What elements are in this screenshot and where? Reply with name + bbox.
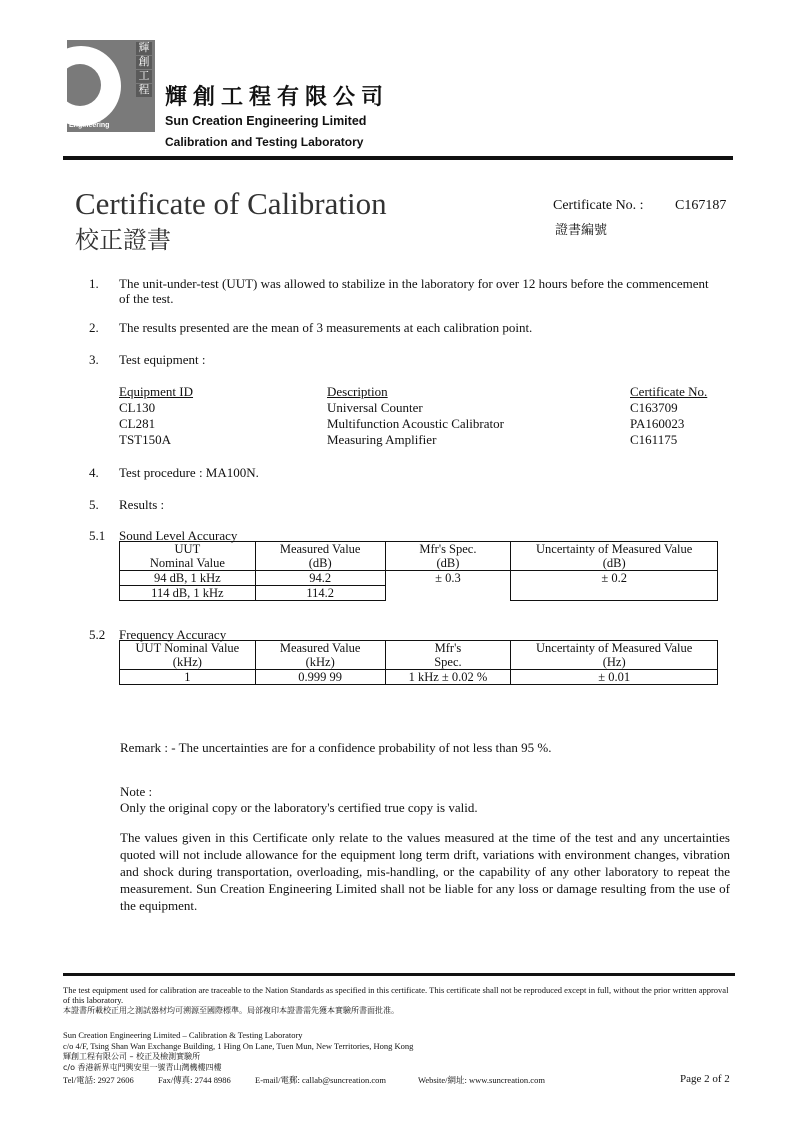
- equipment-cert: C161175: [630, 432, 678, 447]
- section-title: Sound Level Accuracy: [119, 528, 238, 543]
- frequency-table: [119, 640, 718, 685]
- equipment-id: CL130: [119, 400, 156, 415]
- sound-level-table: [119, 541, 718, 601]
- item-number: 5.: [89, 497, 99, 512]
- company-name-cjk: 輝創工程有限公司: [165, 85, 390, 110]
- equipment-cert: PA160023: [630, 416, 685, 431]
- table-header-row: [120, 542, 718, 571]
- header-line: Spec.: [434, 655, 462, 669]
- header-cell: [511, 542, 718, 571]
- table-cell: 1 kHz ± 0.02 %: [385, 670, 511, 685]
- item-number: 1.: [89, 276, 99, 291]
- certificate-title: Certificate of Calibration: [75, 186, 387, 221]
- footer-address-cjk: c/o 香港新界屯門興安里一號青山灣機樓四樓: [63, 1063, 222, 1072]
- certificate-title-cjk: 校正證書: [75, 226, 171, 254]
- header-cell: [120, 641, 256, 670]
- equipment-description: Measuring Amplifier: [327, 432, 437, 447]
- header-cell: [385, 542, 511, 571]
- footer-address: c/o 4/F, Tsing Shan Wan Exchange Building, 1 Hing On Lane, Tuen Mun, New Territories, Hong Kong: [63, 1041, 414, 1051]
- header-divider: [63, 156, 733, 160]
- equipment-header-cert: Certificate No.: [630, 384, 708, 399]
- header-line: UUT: [174, 542, 201, 556]
- table-cell: 94 dB, 1 kHz: [120, 571, 256, 586]
- item-text: Results :: [119, 497, 165, 512]
- equipment-header-description: Description: [327, 384, 388, 399]
- remark: Remark : - The uncertainties are for a confidence probability of not less than 95 %.: [120, 740, 552, 755]
- logo-en-line: Engineering: [69, 122, 110, 129]
- note-paragraph: The values given in this Certificate only relate to the values measured at the time of the test and any uncertainties quoted will not include allowance for the equipment long term drift, variations with environment changes, vibration and shock during transportation, overloading, mis-handling, or the capability of any other laboratory to repeat the measurement. Sun Creation Engineering Limited shall not be liable for any loss or damage resulting from the use of the equipment.: [120, 830, 730, 913]
- logo-en-line: Creation: [69, 114, 98, 121]
- header-line: Uncertainty of Measured Value: [536, 641, 693, 655]
- table-row: [120, 571, 718, 586]
- table-cell: 1: [120, 670, 256, 685]
- header-cell: [120, 542, 256, 571]
- table-row: [120, 670, 718, 685]
- footer-divider: [63, 973, 735, 976]
- certificate-no-label-cjk: 證書編號: [555, 223, 608, 238]
- item-text: Test equipment :: [119, 352, 206, 367]
- table-cell: ± 0.01: [511, 670, 718, 685]
- header-line: (kHz): [172, 655, 202, 669]
- header-line: Uncertainty of Measured Value: [536, 542, 693, 556]
- item-number: 3.: [89, 352, 99, 367]
- table-cell: ± 0.3: [385, 571, 511, 601]
- table-cell: 114 dB, 1 kHz: [120, 586, 256, 601]
- item-number: 4.: [89, 465, 99, 480]
- table-cell: ± 0.2: [511, 571, 718, 601]
- certificate-no-value: C167187: [675, 198, 727, 213]
- header-line: (dB): [308, 556, 332, 570]
- table-header-row: [120, 641, 718, 670]
- table-cell: 114.2: [255, 586, 385, 601]
- item-text-cont: of the test.: [119, 291, 174, 306]
- company-name-en: Sun Creation Engineering Limited: [165, 114, 367, 128]
- item-number: 2.: [89, 320, 99, 335]
- logo-en-line: Sun: [69, 106, 83, 113]
- equipment-id: TST150A: [119, 432, 171, 447]
- footer-email: E-mail/電郵: callab@suncreation.com: [255, 1075, 387, 1085]
- equipment-id: CL281: [119, 416, 156, 431]
- footer-lab-name-cjk: 輝創工程有限公司 – 校正及檢測實驗所: [63, 1052, 201, 1061]
- footer-traceability: The test equipment used for calibration are traceable to the Nation Standards as specified in this certificate. This certificate shall not be reproduced except in full, without the prior written approval of this laboratory.: [63, 985, 729, 1005]
- section-title: Frequency Accuracy: [119, 627, 227, 642]
- company-logo: [67, 40, 155, 132]
- page-number: Page 2 of 2: [680, 1073, 730, 1085]
- section-number: 5.1: [89, 528, 106, 543]
- header-line: (kHz): [305, 655, 335, 669]
- footer-lab-name: Sun Creation Engineering Limited – Calibration & Testing Laboratory: [63, 1030, 303, 1040]
- header-cell: [385, 641, 511, 670]
- note-label: Note :: [120, 784, 153, 799]
- item-text: The results presented are the mean of 3 measurements at each calibration point.: [119, 320, 533, 335]
- footer-website: Website/網址: www.suncreation.com: [418, 1075, 545, 1085]
- equipment-header-id: Equipment ID: [119, 384, 194, 399]
- logo-cjk-char: 工: [136, 70, 152, 83]
- header-line: Measured Value: [279, 641, 361, 655]
- logo-cjk-char: 程: [136, 84, 152, 97]
- section-number: 5.2: [89, 627, 106, 642]
- footer-fax: Fax/傳真: 2744 8986: [158, 1075, 231, 1085]
- header-cell: [255, 542, 385, 571]
- logo-cjk-text: [136, 42, 152, 98]
- equipment-cert: C163709: [630, 400, 678, 415]
- header-cell: [255, 641, 385, 670]
- note-line: Only the original copy or the laboratory's certified true copy is valid.: [120, 800, 478, 815]
- footer-traceability-cjk: 本證書所載校正用之測試器材均可溯源至國際標準。局部複印本證書需先獲本實驗所書面批准。: [63, 1006, 399, 1015]
- certificate-no-label: Certificate No. :: [553, 198, 644, 213]
- table-cell: 94.2: [255, 571, 385, 586]
- header-line: Measured Value: [279, 542, 361, 556]
- item-text: Test procedure : MA100N.: [119, 465, 259, 480]
- item-text: The unit-under-test (UUT) was allowed to stabilize in the laboratory for over 12 hours before the commencement: [119, 276, 709, 291]
- logo-en-text: [69, 106, 109, 130]
- header-line: Mfr's: [434, 641, 462, 655]
- header-line: Nominal Value: [149, 556, 225, 570]
- logo-cjk-char: 輝: [136, 42, 152, 55]
- header-line: (dB): [436, 556, 460, 570]
- header-line: Mfr's Spec.: [419, 542, 477, 556]
- header-cell: [511, 641, 718, 670]
- logo-cjk-char: 創: [136, 56, 152, 69]
- table-cell: 0.999 99: [255, 670, 385, 685]
- header-line: (Hz): [602, 655, 626, 669]
- header-line: UUT Nominal Value: [135, 641, 240, 655]
- footer-tel: Tel/電話: 2927 2606: [63, 1075, 134, 1085]
- equipment-description: Universal Counter: [327, 400, 423, 415]
- header-line: (dB): [602, 556, 626, 570]
- lab-name: Calibration and Testing Laboratory: [165, 135, 364, 149]
- equipment-description: Multifunction Acoustic Calibrator: [327, 416, 504, 431]
